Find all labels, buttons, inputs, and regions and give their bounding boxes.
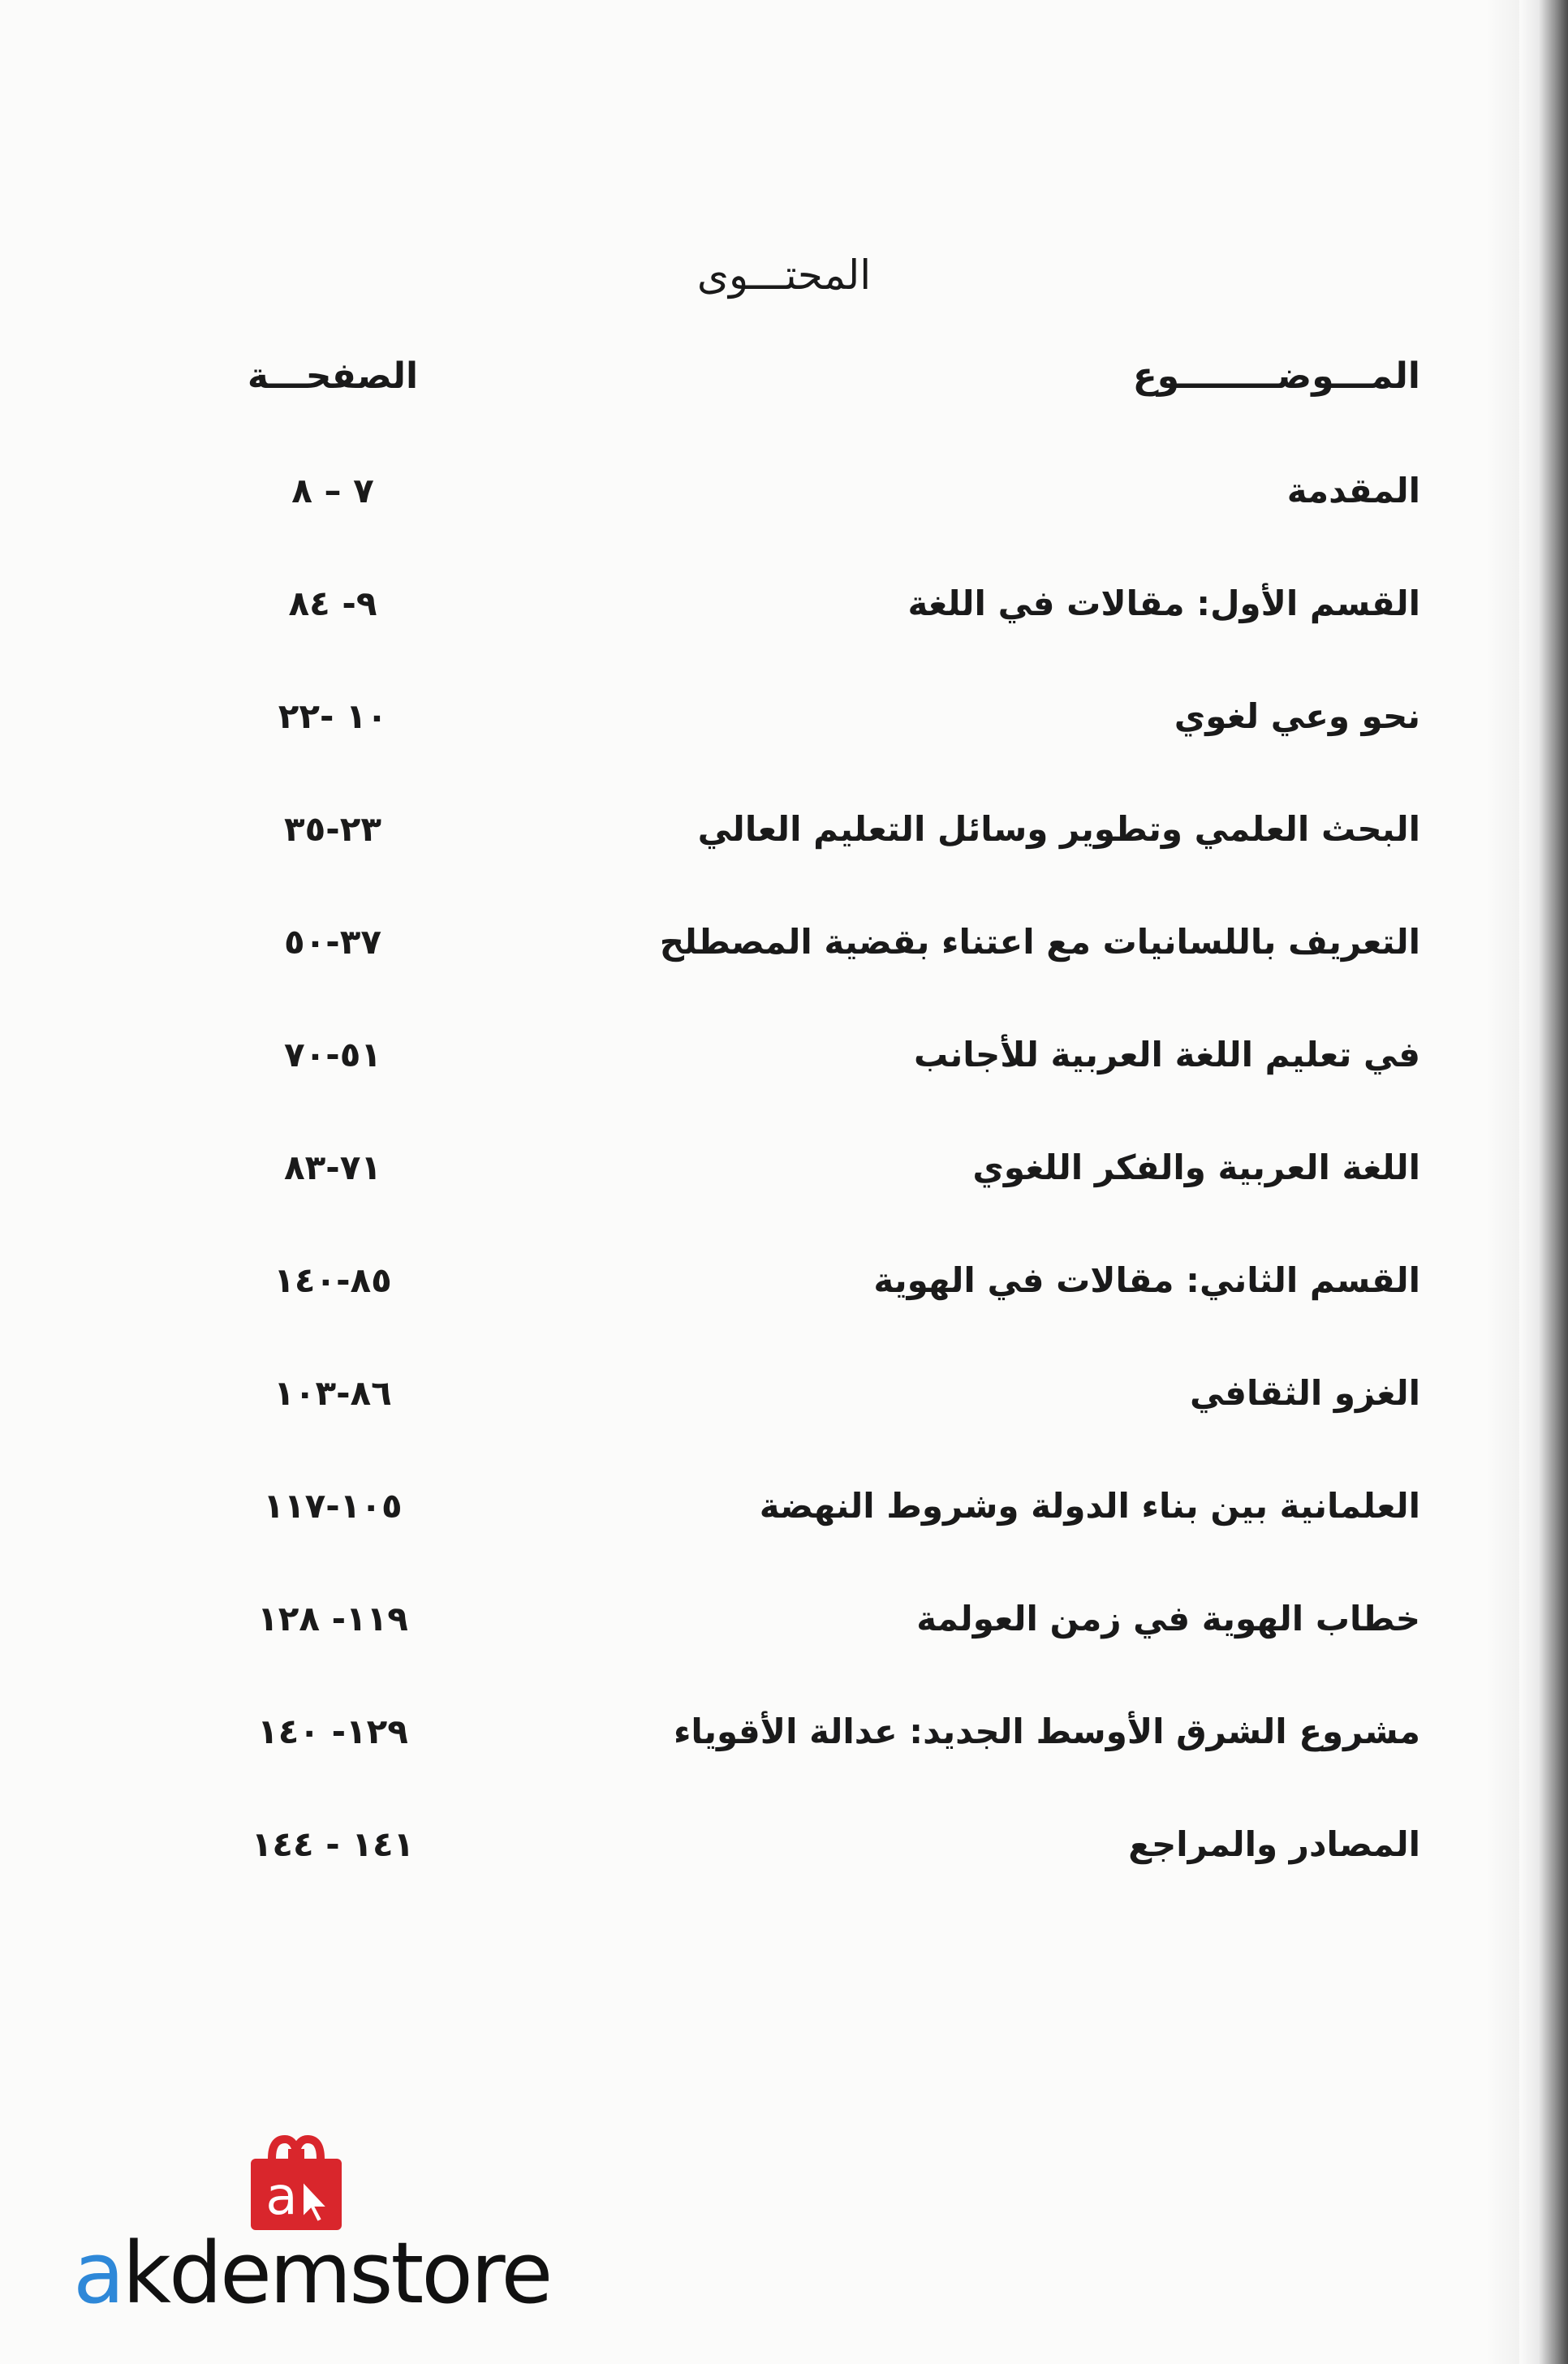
bag-letter: a — [265, 2167, 298, 2227]
toc-row — [235, 1035, 1420, 1148]
toc-entry-pages: ٥١-٧٠ — [284, 1035, 381, 1074]
toc-entry-pages: ٢٣-٣٥ — [284, 809, 381, 849]
toc-entry-title: التعريف باللسانيات مع اعتناء بقضية المصطلح — [659, 922, 1420, 962]
toc-entry-pages: ١١٩- ١٢٨ — [257, 1599, 408, 1638]
logo-text — [73, 2224, 550, 2323]
toc-row — [235, 809, 1420, 922]
logo-letter-a: a — [73, 2224, 123, 2323]
toc-row — [235, 1148, 1420, 1260]
toc-entry-title: العلمانية بين بناء الدولة وشروط النهضة — [759, 1486, 1420, 1526]
logo-wordmark: kdemstore — [122, 2224, 551, 2323]
header-topic: المـــوضــــــــوع — [1132, 355, 1420, 397]
toc-row — [235, 471, 1420, 583]
toc-entry-pages: ١٠ -٢٢ — [278, 696, 388, 736]
toc-entry-title: في تعليم اللغة العربية للأجانب — [914, 1035, 1420, 1074]
toc-row — [235, 1824, 1420, 1937]
toc-row — [235, 922, 1420, 1035]
toc-entry-title: القسم الثاني: مقالات في الهوية — [873, 1260, 1420, 1300]
toc-list — [235, 471, 1420, 1937]
toc-entry-title: المصادر والمراجع — [1128, 1824, 1420, 1864]
page-edge-shade — [1487, 0, 1519, 2364]
toc-row — [235, 1486, 1420, 1599]
akdemstore-logo — [73, 2134, 551, 2323]
toc-entry-pages: ٣٧-٥٠ — [284, 922, 381, 962]
toc-entry-pages: ٧ – ٨ — [291, 471, 374, 510]
toc-entry-pages: ١٤١ - ١٤٤ — [251, 1824, 415, 1864]
toc-entry-title: اللغة العربية والفكر اللغوي — [972, 1148, 1420, 1187]
toc-entry-pages: ٩- ٨٤ — [288, 583, 377, 623]
page-edge — [1519, 0, 1568, 2364]
toc-entry-title: خطاب الهوية في زمن العولمة — [916, 1599, 1420, 1638]
toc-row — [235, 1373, 1420, 1486]
toc-entry-title: القسم الأول: مقالات في اللغة — [907, 583, 1420, 623]
toc-entry-title: البحث العلمي وتطوير وسائل التعليم العالي — [697, 809, 1420, 849]
toc-header — [235, 355, 1420, 420]
toc-entry-pages: ٨٦-١٠٣ — [274, 1373, 392, 1413]
toc-entry-pages: ١٢٩- ١٤٠ — [257, 1712, 408, 1751]
toc-entry-title: الغزو الثقافي — [1189, 1373, 1420, 1413]
shopping-bag-icon — [239, 2134, 353, 2232]
toc-row — [235, 1712, 1420, 1824]
toc-entry-title: مشروع الشرق الأوسط الجديد: عدالة الأقوياء — [673, 1712, 1420, 1751]
toc-entry-title: نحو وعي لغوي — [1174, 696, 1420, 736]
toc-entry-pages: ٨٥-١٤٠ — [274, 1260, 392, 1300]
header-page: الصفحـــة — [247, 355, 419, 397]
toc-row — [235, 583, 1420, 696]
toc-entry-pages: ١٠٥-١١٧ — [263, 1486, 403, 1526]
toc-row — [235, 1599, 1420, 1712]
toc-title: المحتـــوى — [696, 252, 872, 299]
toc-entry-pages: ٧١-٨٣ — [284, 1148, 381, 1187]
toc-entry-title: المقدمة — [1286, 471, 1420, 510]
toc-row — [235, 696, 1420, 809]
toc-row — [235, 1260, 1420, 1373]
